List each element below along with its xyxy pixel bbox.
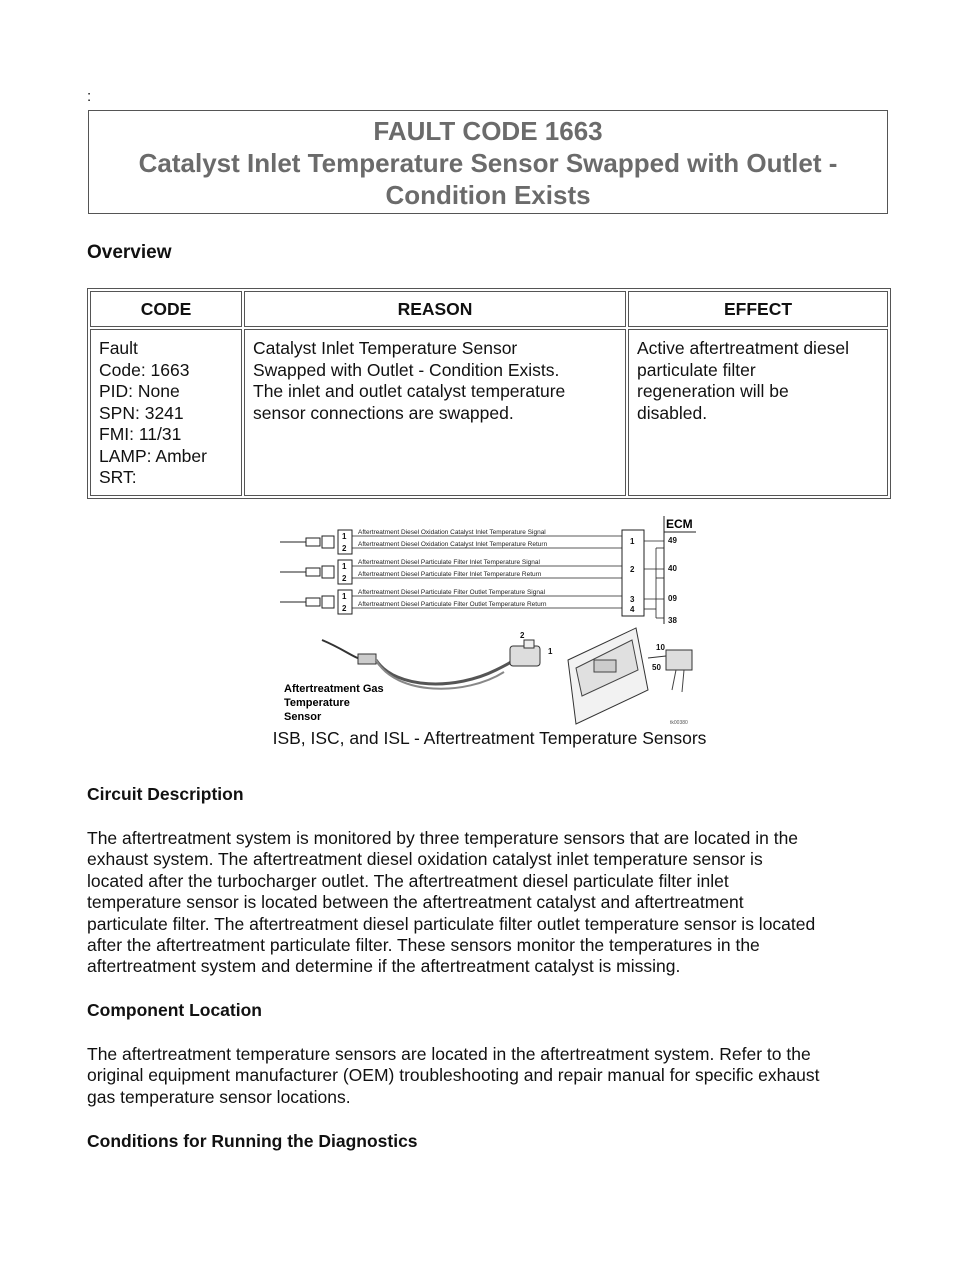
reason-line: Swapped with Outlet - Condition Exists. — [253, 359, 560, 380]
figure-id: tk00380 — [670, 720, 688, 726]
ecm-label: ECM — [666, 517, 693, 531]
figure-caption: ISB, ISC, and ISL - Aftertreatment Temperature Sensors — [272, 728, 707, 748]
header-effect: EFFECT — [628, 291, 888, 327]
svg-text:2: 2 — [520, 631, 525, 640]
paragraph-line: particulate filter. The aftertreatment diesel particulate filter outlet temperature sensor is located — [87, 913, 816, 934]
ecm-pin: 49 — [668, 536, 677, 545]
svg-text:2: 2 — [342, 604, 347, 613]
sensor-connector-2 — [280, 560, 352, 584]
reason-cell — [244, 329, 626, 496]
component-location-text — [87, 1044, 907, 1108]
paragraph-line: The aftertreatment system is monitored by three temperature sensors that are located in the — [87, 828, 799, 848]
effect-cell — [628, 329, 888, 496]
code-line: SPN: 3241 — [99, 402, 184, 423]
code-line: Code: 1663 — [99, 359, 190, 380]
effect-line: Active aftertreatment diesel — [637, 338, 850, 358]
code-line: PID: None — [99, 381, 180, 401]
sensor-label-line-3: Sensor — [284, 711, 322, 723]
paragraph-line: exhaust system. The aftertreatment diesel oxidation catalyst inlet temperature sensor is — [87, 849, 763, 870]
connector-pin: 4 — [630, 605, 635, 614]
wiring-diagram — [276, 510, 706, 730]
signal-label-5: Aftertreatment Diesel Particulate Filter Outlet Temperature Signal — [358, 589, 546, 596]
svg-text:2: 2 — [342, 574, 347, 583]
code-line: Fault — [99, 338, 138, 358]
svg-text:10: 10 — [656, 643, 665, 652]
effect-line: disabled. — [637, 402, 708, 423]
svg-text:1: 1 — [548, 647, 553, 656]
page-marker: : — [87, 88, 92, 105]
paragraph-line: aftertreatment system and determine if the aftertreatment catalyst is missing. — [87, 956, 681, 977]
paragraph-line: located after the turbocharger outlet. The aftertreatment diesel particulate filter inlet — [87, 870, 729, 891]
svg-text:2: 2 — [342, 544, 347, 553]
fault-title-box — [88, 110, 888, 214]
component-location-heading: Component Location — [87, 1000, 262, 1020]
svg-text:1: 1 — [342, 532, 347, 541]
sensor-connector-1 — [280, 530, 352, 554]
overview-heading: Overview — [87, 242, 172, 263]
signal-label-1: Aftertreatment Diesel Oxidation Catalyst Inlet Temperature Signal — [358, 529, 546, 536]
signal-label-3: Aftertreatment Diesel Particulate Filter Inlet Temperature Signal — [358, 559, 540, 566]
effect-line: particulate filter — [637, 359, 756, 380]
paragraph-line: gas temperature sensor locations. — [87, 1086, 351, 1107]
code-line: LAMP: Amber — [99, 445, 207, 466]
reason-line: sensor connections are swapped. — [253, 402, 514, 423]
paragraph-line: The aftertreatment temperature sensors are located in the aftertreatment system. Refer to the — [87, 1044, 811, 1064]
svg-text:50: 50 — [652, 663, 661, 672]
circuit-description-heading: Circuit Description — [87, 784, 244, 804]
fault-description-line-1: Catalyst Inlet Temperature Sensor Swapped with Outlet - — [138, 148, 838, 178]
signal-label-6: Aftertreatment Diesel Particulate Filter Outlet Temperature Return — [358, 601, 547, 608]
ecm-pin: 38 — [668, 616, 677, 625]
reason-line: The inlet and outlet catalyst temperature — [253, 381, 566, 401]
effect-line: regeneration will be — [637, 381, 789, 401]
paragraph-line: original equipment manufacturer (OEM) troubleshooting and repair manual for specific exhaust — [87, 1065, 820, 1086]
signal-label-2: Aftertreatment Diesel Oxidation Catalyst Inlet Temperature Return — [358, 541, 548, 548]
ecm-pin: 09 — [668, 594, 677, 603]
connector-pin: 3 — [630, 595, 635, 604]
sensor-label-line-2: Temperature — [284, 697, 350, 709]
paragraph-line: temperature sensor is located between the aftertreatment catalyst and aftertreatment — [87, 892, 744, 913]
table-header-row — [90, 291, 888, 327]
overview-table — [87, 288, 891, 499]
code-line: FMI: 11/31 — [99, 424, 182, 444]
temperature-sensor-illustration — [322, 631, 553, 689]
svg-text:1: 1 — [342, 562, 347, 571]
sensor-connector-3 — [280, 590, 352, 614]
header-code: CODE — [90, 291, 242, 327]
sensor-label-line-1: Aftertreatment Gas — [284, 683, 384, 695]
fault-code-title: FAULT CODE 1663 — [373, 116, 603, 146]
table-row — [90, 329, 888, 496]
svg-text:1: 1 — [342, 592, 347, 601]
code-cell — [90, 329, 242, 496]
conditions-heading: Conditions for Running the Diagnostics — [87, 1131, 418, 1151]
ecm-pin: 40 — [668, 564, 677, 573]
paragraph-line: after the aftertreatment particulate filter. These sensors monitor the temperatures in the — [87, 935, 760, 956]
reason-line: Catalyst Inlet Temperature Sensor — [253, 338, 518, 358]
header-reason: REASON — [244, 291, 626, 327]
connector-pin: 2 — [630, 565, 635, 574]
signal-label-4: Aftertreatment Diesel Particulate Filter Inlet Temperature Return — [358, 571, 542, 578]
code-line: SRT: — [99, 467, 137, 487]
fault-description-line-2: Condition Exists — [385, 180, 591, 210]
connector-pin: 1 — [630, 537, 635, 546]
ecm-illustration — [568, 628, 692, 724]
circuit-description-text — [87, 828, 907, 978]
